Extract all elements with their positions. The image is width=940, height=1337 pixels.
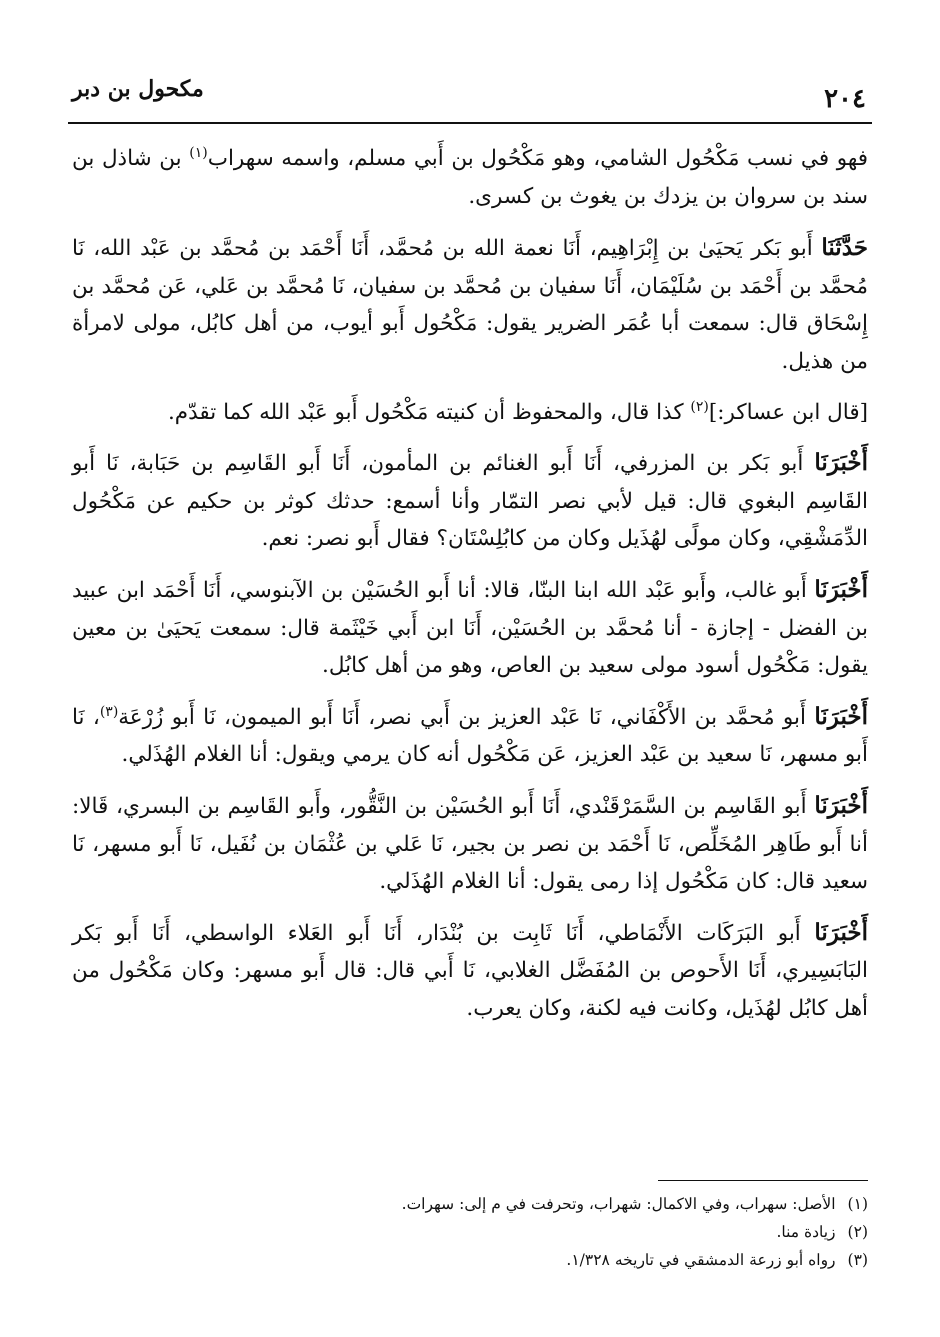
paragraph [72,140,868,215]
paragraph-text: [قال ابن عساكر:] [708,399,868,425]
paragraph-lead: أَخْبَرَنَا [814,918,868,946]
paragraph-text: أَبو القَاسِم بن السَّمَرْقَنْدي، أَنَا أَبو الحُسَيْن بن النَّقُّور، وأَبو القَاسِم بن البسري، قَالا: أنا أَبو طَاهِر المُخَلِّص، نَا أَحْمَد بن نصر بن بجير، نَا عَلي بن عُثْمَان بن نُفَيل، نَا أَبو مسهر، نَا سعيد قال: كان مَكْحُول إذا رمى يقول: أنا الغلام الهُذَلي. [72,793,868,895]
footnote-ref: (٢) [690,398,709,415]
paragraph-text: ، نَا أَبو مسهر، نَا سعيد بن عَبْد العزيز، عَن مَكْحُول أنه كان يرمي ويقول: أنا الغلام الهُذَلي. [72,704,868,768]
footnote [72,1246,868,1274]
footnote-number: (٣) [847,1251,868,1269]
paragraph [72,394,868,432]
footnote-text: زيادة منا. [776,1223,836,1241]
footnotes [72,1190,868,1274]
paragraph-text: بن شاذل بن سند بن سروان بن يزدك بن يغوث بن كسرى. [72,146,868,209]
paragraph [72,698,868,774]
paragraph-text: أَبو بَكر بن المزرفي، أَنَا أَبو الغنائم بن المأمون، أَنَا أَبو القَاسِم بن حَبَابة، نَا أَبو القَاسِم البغوي قال: قيل لأبي نصر التمّار وأنا أسمع: حدثك كوثر بن حكيم عن مَكْحُول الدِّمَشْقِي، وكان مولًى لهُذَيل وكان من كابُلِسْتَان؟ فقال أَبو نصر: نعم. [72,451,868,552]
paragraph-lead: أَخْبَرَنَا [814,575,868,603]
footnote-text: رواه أبو زرعة الدمشقي في تاريخه ١/٣٢٨. [566,1251,836,1269]
paragraph [72,444,868,558]
paragraph-text: كذا قال، والمحفوظ أن كنيته مَكْحُول أَبو عَبْد الله كما تقدّم. [167,399,691,425]
paragraph-text: أَبو مُحمَّد بن الأَكْفَاني، نَا عَبْد العزيز بن أَبي نصر، أَنَا أَبو الميمون، نَا أَبو زُرْعَة [118,704,815,730]
paragraph-text: أَبو البَرَكَات الأَنْمَاطي، أَنَا ثَابِت بن بُنْدَار، أَنَا أَبو العَلاء الواسطي، أَنَا أَبو بَكر البَابَسِيري، أَنَا الأَحوص بن المُفَضَّل الغلابي، نَا أَبي قال: قال أَبو مسهر: وكان مَكْحُول من أهل كابُل لهُذَيل، وكانت فيه لكنة، وكان يعرب. [72,920,868,1021]
paragraph-text: أَبو بَكر يَحيَىٰ بن إِبْرَاهِيم، أَنَا نعمة الله بن مُحمَّد، أَنَا أَحْمَد بن مُحمَّد بن عَبْد الله، نَا مُحمَّد بن أَحْمَد بن سُلَيْمَان، أَنَا سفيان بن مُحمَّد بن سفيان، نَا مُحمَّد بن عَلي، عَن مُحمَّد بن إِسْحَاق قال: سمعت أبا عُمَر الضرير يقول: مَكْحُول أَبو أيوب، من أهل كابُل، مولى لامرأة من هذيل. [72,236,868,374]
paragraph-lead: أَخْبَرَنَا [814,791,868,819]
paragraph [72,914,868,1028]
page-header [68,70,872,124]
footnote-number: (٢) [847,1223,868,1241]
paragraph [72,571,868,685]
paragraph-lead: أَخْبَرَنَا [814,449,868,477]
footnote-text: الأصل: سهراب، وفي الاكمال: شهراب، وتحرفت في م إلى: سهرات. [401,1195,836,1213]
paragraph-lead: حَدَّثَنَا [821,234,868,262]
footnote-ref: (١) [189,144,208,161]
footnote-ref: (٣) [99,703,119,720]
paragraph [72,787,868,901]
paragraph-lead: أَخْبَرَنَا [814,702,868,730]
paragraph-text: فهو في نسب مَكْحُول الشامي، وهو مَكْحُول بن أَبي مسلم، واسمه سهراب [207,146,869,171]
running-title: مكحول بن دبر [72,76,204,102]
footnote-number: (١) [847,1195,868,1213]
main-text [72,140,868,1040]
footnote [72,1218,868,1246]
footnote-separator [658,1180,868,1181]
footnote [72,1190,868,1218]
page-number: ٢٠٤ [824,84,866,114]
paragraph [72,229,868,380]
paragraph-text: أَبو غالب، وأَبو عَبْد الله ابنا البنّا، قالا: أنا أَبو الحُسَيْن بن الآبنوسي، أَنَا أَحْمَد ابن عبيد بن الفضل - إجازة - أنا مُحمَّد بن الحُسَيْن، أَنَا ابن أَبي خَيْثَمة قال: سمعت يَحيَىٰ بن معين يقول: مَكْحُول أسود مولى سعيد بن العاص، وهو من أهل كابُل. [72,577,868,679]
